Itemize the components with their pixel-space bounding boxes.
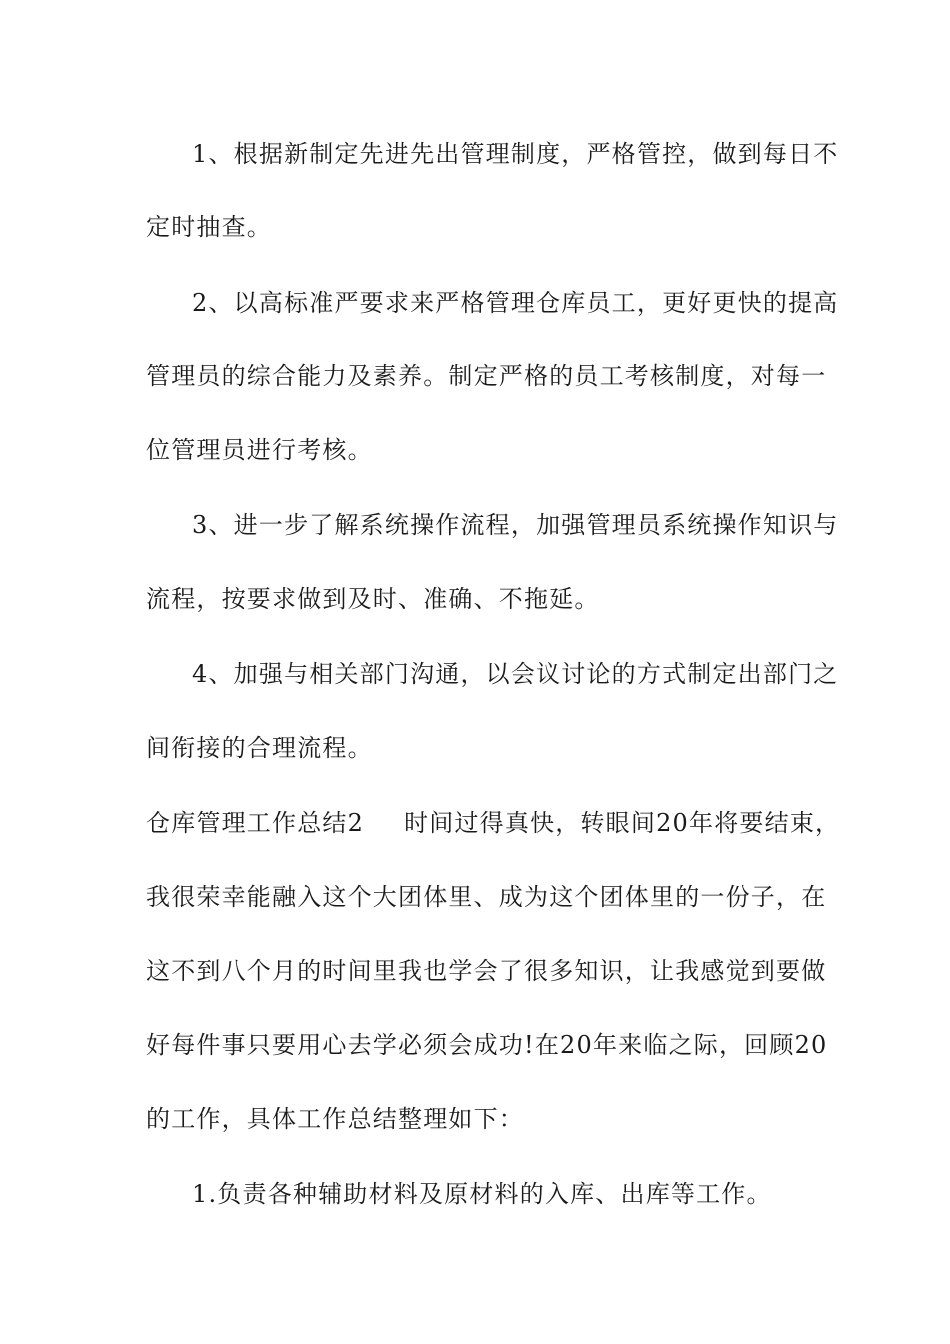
item-1-line-1: 1、根据新制定先进先出管理制度，严格管控，做到每日不 [192,140,839,168]
item-2-line-2: 管理员的综合能力及素养。制定严格的员工考核制度，对每一 [146,362,827,390]
section-2-line-3: 这不到八个月的时间里我也学会了很多知识，让我感觉到要做 [146,957,827,985]
section-2-line-5: 的工作，具体工作总结整理如下： [146,1105,524,1133]
list-item-1: 1.负责各种辅助材料及原材料的入库、出库等工作。 [192,1180,772,1208]
item-4-line-2: 间衔接的合理流程。 [146,734,373,762]
item-3-line-2: 流程，按要求做到及时、准确、不拖延。 [146,585,600,613]
section-2-heading: 仓库管理工作总结2 [146,809,365,837]
item-3-line-1: 3、进一步了解系统操作流程，加强管理员系统操作知识与 [192,511,839,539]
section-2-line-1: 时间过得真快，转眼间20年将要结束， [404,809,841,837]
section-2-line-4: 好每件事只要用心去学必须会成功!在20年来临之际，回顾20 [146,1031,828,1059]
item-4-line-1: 4、加强与相关部门沟通，以会议讨论的方式制定出部门之 [192,660,839,688]
item-2-line-1: 2、以高标准严要求来严格管理仓库员工，更好更快的提高 [192,289,839,317]
item-2-line-3: 位管理员进行考核。 [146,436,373,464]
item-1-line-2: 定时抽查。 [146,213,272,241]
section-2-line-2: 我很荣幸能融入这个大团体里、成为这个团体里的一份子，在 [146,883,827,911]
section-2-first-line [146,809,840,837]
